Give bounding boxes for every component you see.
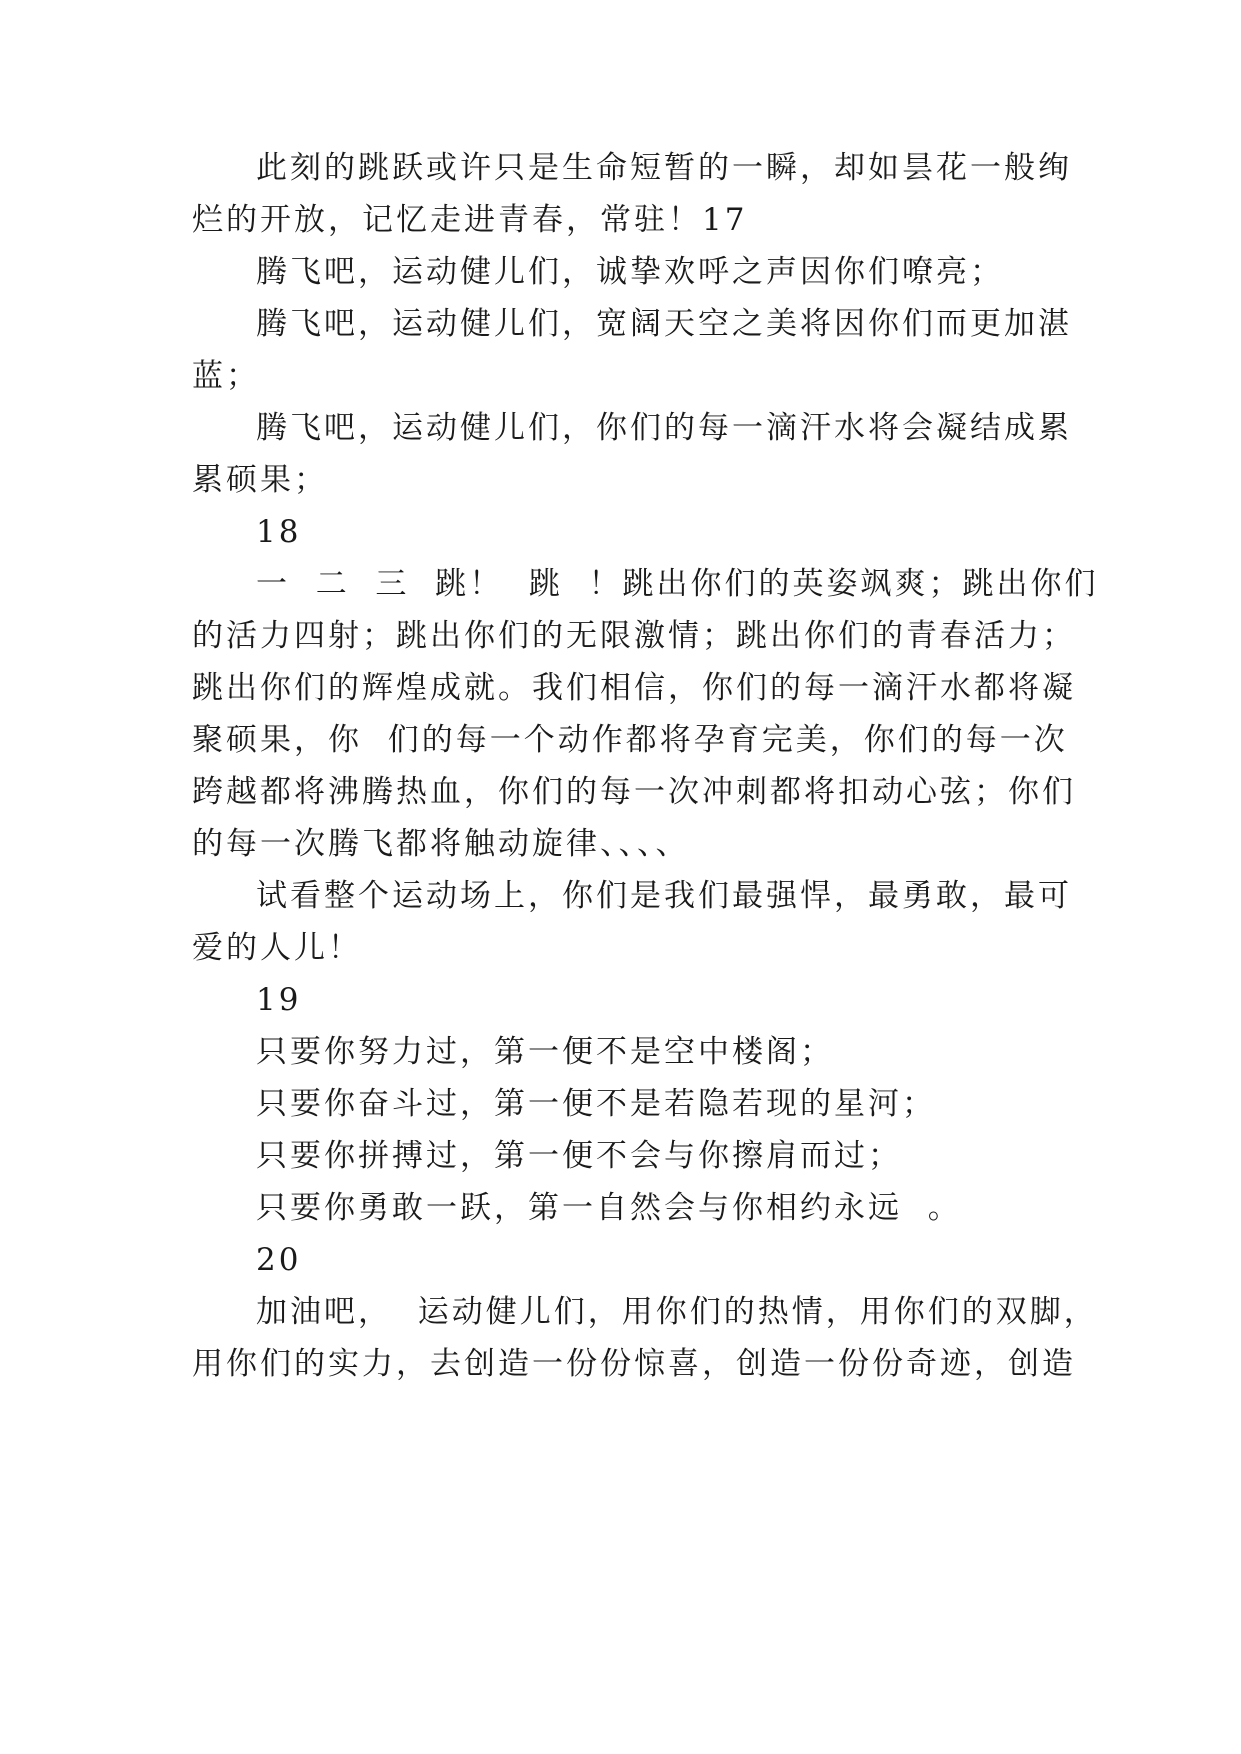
text-line: 试看整个运动场上，你们是我们最强悍，最勇敢，最可 [256,878,1072,914]
section-number: 19 [256,982,302,1018]
text-line: 聚硕果，你 们的每一个动作都将孕育完美，你们的每一次 [192,722,1068,758]
section-number: 20 [256,1242,302,1278]
text-line: 此刻的跳跃或许只是生命短暂的一瞬，却如昙花一般绚 [256,150,1072,186]
text-line: 烂的开放，记忆走进青春，常驻！17 [192,202,748,238]
text-line: 的每一次腾飞都将触动旋律、、、、 [192,826,690,862]
text-line: 跨越都将沸腾热血，你们的每一次冲刺都将扣动心弦；你们 [192,774,1076,810]
text-line: 跳出你们的辉煌成就。我们相信，你们的每一滴汗水都将凝 [192,670,1076,706]
text-line: 爱的人儿！ [192,930,362,966]
text-line: 一 二 三 跳！ 跳 ！跳出你们的英姿飒爽；跳出你们 [256,566,1099,602]
text-line: 累硕果； [192,462,328,498]
text-line: 只要你勇敢一跃，第一自然会与你相约永远 。 [256,1190,962,1226]
text-line: 腾飞吧，运动健儿们，你们的每一滴汗水将会凝结成累 [256,410,1072,446]
section-number: 18 [256,514,302,550]
text-line: 只要你奋斗过，第一便不是若隐若现的星河； [256,1086,936,1122]
text-line: 加油吧， 运动健儿们，用你们的热情，用你们的双脚， [256,1294,1098,1330]
text-line: 腾飞吧，运动健儿们，宽阔天空之美将因你们而更加湛 [256,306,1072,342]
text-line: 蓝； [192,358,260,394]
text-line: 只要你努力过，第一便不是空中楼阁； [256,1034,834,1070]
text-line: 用你们的实力，去创造一份份惊喜，创造一份份奇迹，创造 [192,1346,1076,1382]
text-line: 的活力四射；跳出你们的无限激情；跳出你们的青春活力； [192,618,1076,654]
text-line: 腾飞吧，运动健儿们，诚挚欢呼之声因你们嘹亮； [256,254,1004,290]
text-line: 只要你拼搏过，第一便不会与你擦肩而过； [256,1138,902,1174]
